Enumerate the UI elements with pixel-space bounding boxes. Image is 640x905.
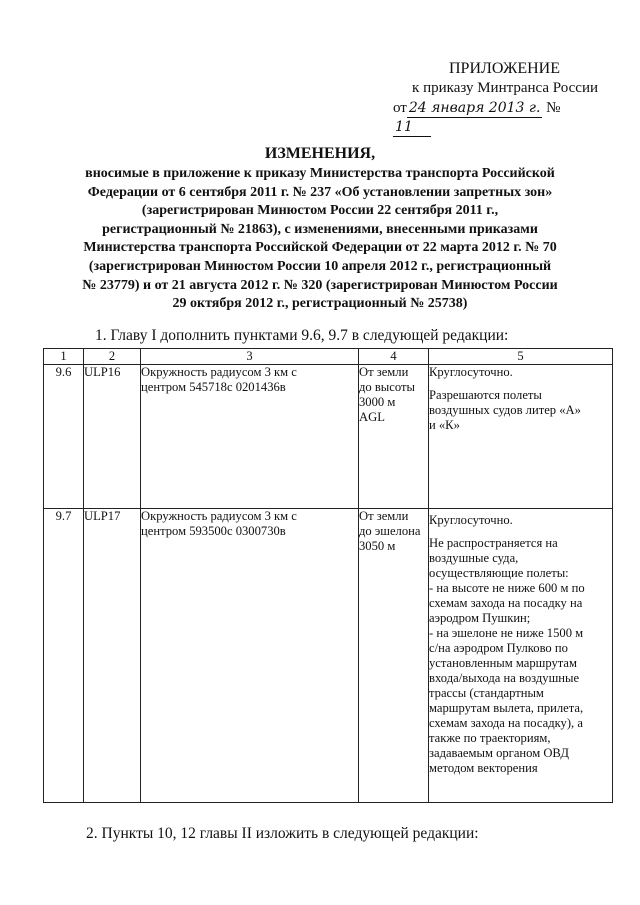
note-line: аэродром Пушкин; xyxy=(429,611,531,625)
order-date-line xyxy=(378,99,598,137)
note-line: осуществляющие полеты: xyxy=(429,566,569,580)
description-line: Окружность радиусом 3 км с xyxy=(141,365,297,379)
title-line: регистрационный № 21863), с изменениями, внесенными приказами xyxy=(102,221,538,237)
mode-text: Круглосуточно. xyxy=(429,513,513,527)
limits-line: От земли xyxy=(359,365,409,379)
column-header: 1 xyxy=(44,349,84,365)
vertical-limits xyxy=(359,365,429,509)
title-line: Федерации от 6 сентября 2011 г. № 237 «Об установлении запретных зон» xyxy=(87,184,553,200)
table-header-row xyxy=(44,349,613,365)
note-line: маршрутам вылета, прилета, xyxy=(429,701,584,715)
description-line: центром 545718с 0201436в xyxy=(141,380,286,394)
title-line: (зарегистрирован Минюстом России 10 апреля 2012 г., регистрационный xyxy=(88,258,552,274)
column-header: 5 xyxy=(429,349,613,365)
note-line: задаваемым органом ОВД xyxy=(429,746,569,760)
handwritten-date: 24 января 2013 г. xyxy=(408,100,541,116)
outro-paragraph: 2. Пункты 10, 12 главы II изложить в следующей редакции: xyxy=(86,825,479,842)
operating-mode xyxy=(429,365,613,509)
note-line: и «К» xyxy=(429,418,460,432)
note-line: - на высоте не ниже 600 м по xyxy=(429,581,585,595)
operating-mode xyxy=(429,509,613,803)
vertical-limits xyxy=(359,509,429,803)
zone-description xyxy=(141,509,359,803)
note-line: трассы (стандартным xyxy=(429,686,544,700)
title-line: 29 октября 2012 г., регистрационный № 25738) xyxy=(172,296,468,312)
limits-line: до высоты xyxy=(359,380,415,394)
note-line: Разрешаются полеты xyxy=(429,388,542,402)
title-heading: ИЗМЕНЕНИЯ, xyxy=(264,145,376,162)
column-header: 2 xyxy=(84,349,141,365)
note-line: с/на аэродром Пулково по xyxy=(429,641,568,655)
zones-table xyxy=(43,348,613,803)
zone-code: ULP17 xyxy=(84,509,141,803)
column-header: 4 xyxy=(359,349,429,365)
appendix-subtitle: к приказу Минтранса России xyxy=(412,80,598,96)
mode-text: Круглосуточно. xyxy=(429,365,513,379)
description-line: Окружность радиусом 3 км с xyxy=(141,509,297,523)
note-line: входа/выхода на воздушные xyxy=(429,671,580,685)
note-line: воздушных судов литер «А» xyxy=(429,403,581,417)
description-line: центром 593500с 0300730в xyxy=(141,524,286,538)
title-line: Министерства транспорта Российской Федерации от 22 марта 2012 г. № 70 xyxy=(83,240,557,256)
note-line: методом векторения xyxy=(429,761,538,775)
table-row xyxy=(44,509,613,803)
handwritten-number: 11 xyxy=(393,118,431,137)
title-line: № 23779) и от 21 августа 2012 г. № 320 (зарегистрирован Минюстом России xyxy=(82,277,558,293)
zone-description xyxy=(141,365,359,509)
table-row xyxy=(44,365,613,509)
appendix-header xyxy=(378,60,598,137)
note-line: также по траекториям, xyxy=(429,731,551,745)
item-number: 9.7 xyxy=(44,509,84,803)
limits-line: 3000 м xyxy=(359,395,396,409)
zone-code: ULP16 xyxy=(84,365,141,509)
intro-paragraph: 1. Главу I дополнить пунктами 9.6, 9.7 в следующей редакции: xyxy=(95,327,509,344)
appendix-title: ПРИЛОЖЕНИЕ xyxy=(448,60,560,77)
limits-line: до эшелона xyxy=(359,524,421,538)
note-line: установленным маршрутам xyxy=(429,656,577,670)
note-line: воздушные суда, xyxy=(429,551,519,565)
document-title xyxy=(40,145,600,314)
note-line: Не распространяется на xyxy=(429,536,558,550)
note-line: - на эшелоне не ниже 1500 м xyxy=(429,626,584,640)
title-line: (зарегистрирован Минюстом России 22 сентября 2011 г., xyxy=(141,203,499,219)
item-number: 9.6 xyxy=(44,365,84,509)
number-prefix: № xyxy=(546,100,561,116)
column-header: 3 xyxy=(141,349,359,365)
limits-line: AGL xyxy=(359,410,385,424)
note-line: схемам захода на посадку на xyxy=(429,596,583,610)
limits-line: От земли xyxy=(359,509,409,523)
limits-line: 3050 м xyxy=(359,539,396,553)
date-prefix: от xyxy=(393,100,407,116)
note-line: схемам захода на посадку), а xyxy=(429,716,583,730)
title-line: вносимые в приложение к приказу Министерства транспорта Российской xyxy=(85,166,555,181)
